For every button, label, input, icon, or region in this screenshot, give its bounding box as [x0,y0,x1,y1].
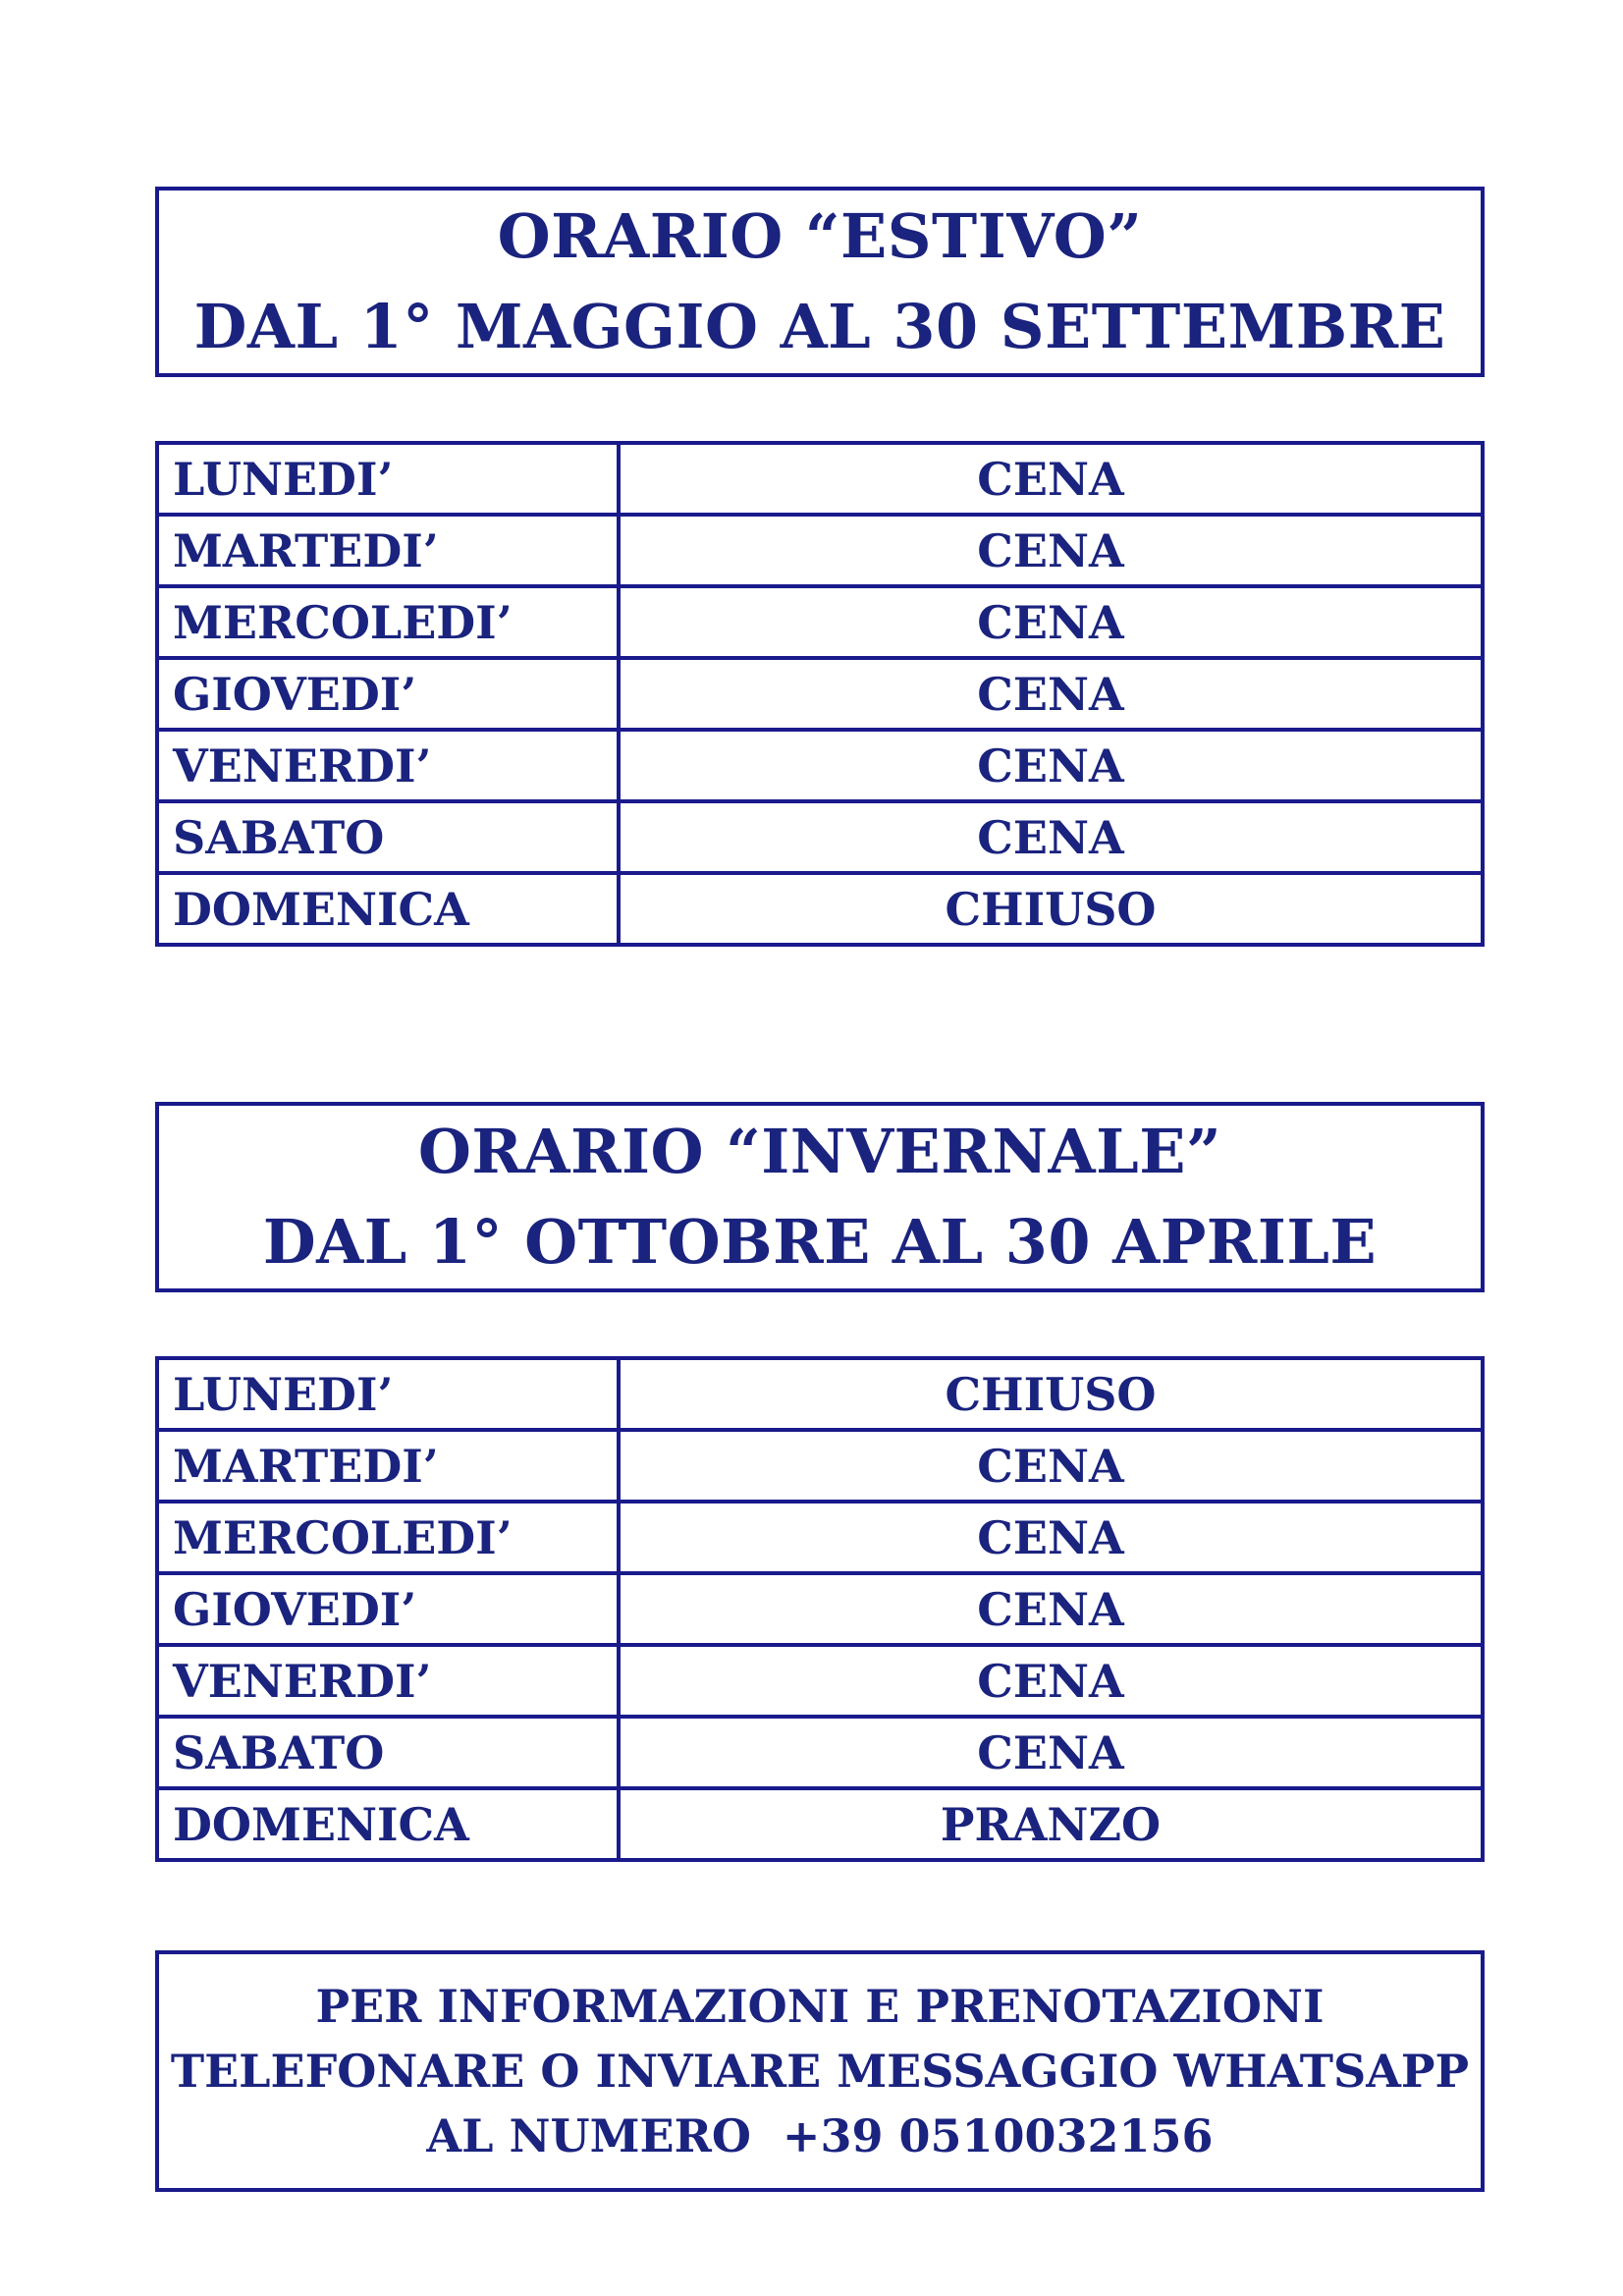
table-row [157,1430,1483,1502]
service-cell: CHIUSO [619,873,1483,945]
day-cell: DOMENICA [157,1788,619,1860]
service-cell: CENA [619,658,1483,730]
summer-schedule-table [155,441,1485,947]
table-row [157,1573,1483,1645]
table-row [157,1645,1483,1717]
info-line-1: PER INFORMAZIONI E PRENOTAZIONI [315,1980,1325,2033]
reservation-info-box [155,1950,1485,2192]
service-cell: CENA [619,730,1483,801]
table-row [157,586,1483,658]
day-cell: SABATO [157,801,619,873]
day-cell: LUNEDI’ [157,1358,619,1430]
service-cell: CENA [619,515,1483,586]
day-cell: MARTEDI’ [157,515,619,586]
table-row [157,1502,1483,1573]
table-row [157,873,1483,945]
day-cell: SABATO [157,1717,619,1788]
day-cell: MERCOLEDI’ [157,1502,619,1573]
winter-date-range: DAL 1° OTTOBRE AL 30 APRILE [262,1206,1378,1278]
day-cell: DOMENICA [157,873,619,945]
service-cell: CENA [619,1717,1483,1788]
table-row [157,730,1483,801]
table-row [157,1788,1483,1860]
day-cell: VENERDI’ [157,1645,619,1717]
table-row [157,1717,1483,1788]
service-cell: CHIUSO [619,1358,1483,1430]
summer-title-box [155,187,1485,377]
service-cell: CENA [619,1645,1483,1717]
table-row [157,801,1483,873]
table-row [157,443,1483,515]
service-cell: PRANZO [619,1788,1483,1860]
summer-date-range: DAL 1° MAGGIO AL 30 SETTEMBRE [193,291,1446,362]
day-cell: GIOVEDI’ [157,1573,619,1645]
service-cell: CENA [619,1502,1483,1573]
day-cell: MERCOLEDI’ [157,586,619,658]
day-cell: GIOVEDI’ [157,658,619,730]
day-cell: MARTEDI’ [157,1430,619,1502]
winter-title-box [155,1102,1485,1292]
summer-title: ORARIO “ESTIVO” [497,200,1143,272]
service-cell: CENA [619,443,1483,515]
winter-title: ORARIO “INVERNALE” [417,1116,1222,1187]
service-cell: CENA [619,1430,1483,1502]
info-line-2: TELEFONARE O INVIARE MESSAGGIO WHATSAPP [170,2045,1470,2098]
winter-schedule-table [155,1356,1485,1862]
day-cell: VENERDI’ [157,730,619,801]
day-cell: LUNEDI’ [157,443,619,515]
table-row [157,515,1483,586]
phone-number: AL NUMERO +39 0510032156 [426,2109,1214,2162]
service-cell: CENA [619,801,1483,873]
table-row [157,1358,1483,1430]
service-cell: CENA [619,586,1483,658]
table-row [157,658,1483,730]
service-cell: CENA [619,1573,1483,1645]
